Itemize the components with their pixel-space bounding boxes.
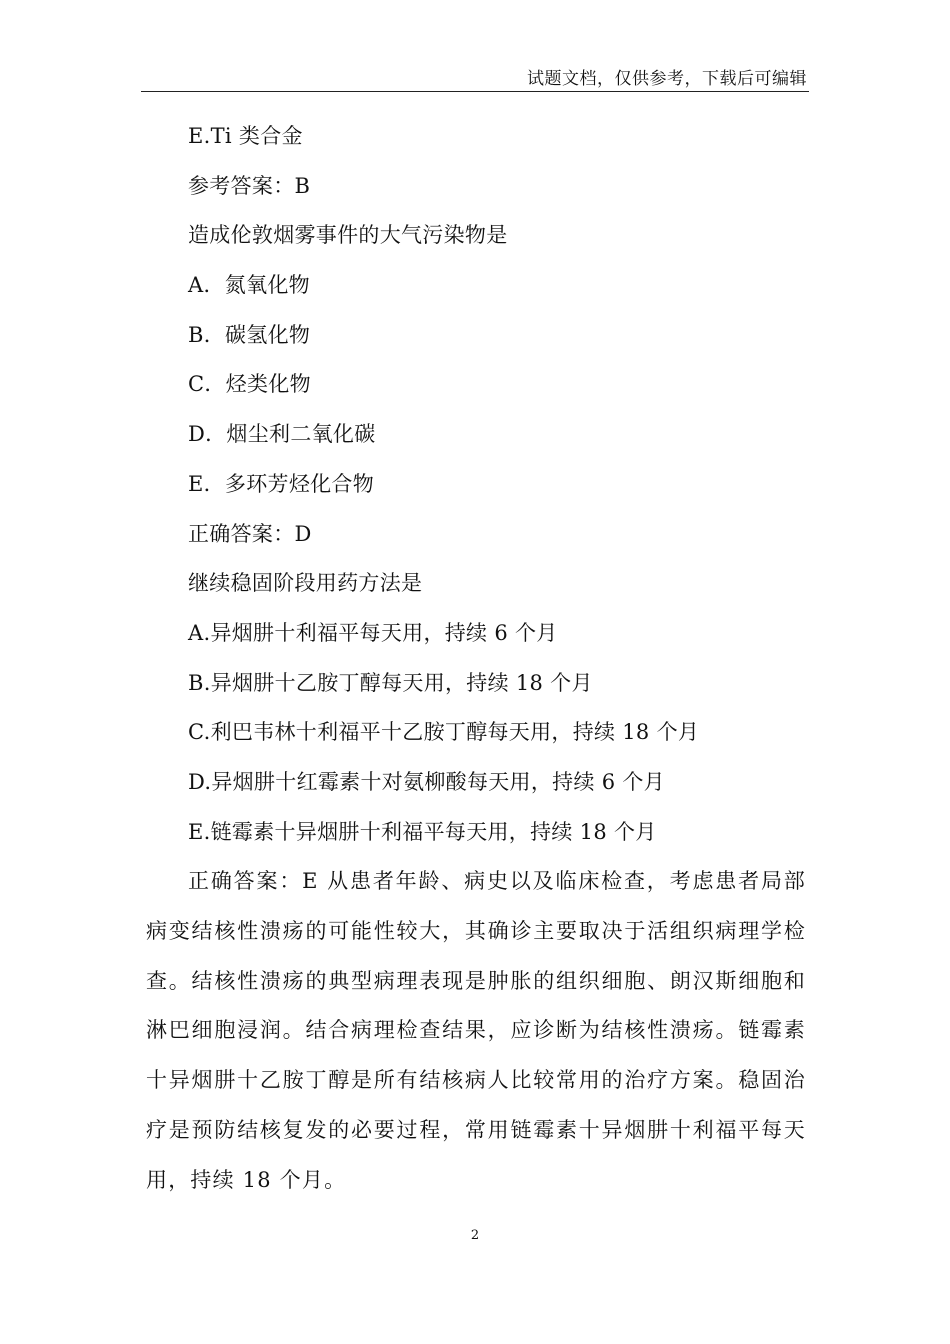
option-line: E.Ti 类合金 xyxy=(188,124,303,148)
answer-line: 参考答案：B xyxy=(188,173,311,198)
option-line: D.异烟肼十红霉素十对氨柳酸每天用，持续 6 个月 xyxy=(188,769,665,794)
document-body xyxy=(146,112,806,1205)
question-line: 造成伦敦烟雾事件的大气污染物是 xyxy=(188,223,508,248)
option-line: B．碳氢化物 xyxy=(188,322,311,347)
option-line: C.利巴韦林十利福平十乙胺丁醇每天用，持续 18 个月 xyxy=(188,720,700,745)
option-line: E.链霉素十异烟肼十利福平每天用，持续 18 个月 xyxy=(188,819,657,844)
option-line: C．烃类化物 xyxy=(188,372,311,397)
page-number: 2 xyxy=(470,1228,480,1243)
question-line: 继续稳固阶段用药方法是 xyxy=(188,571,423,596)
option-line: A.异烟肼十利福平每天用，持续 6 个月 xyxy=(188,620,558,645)
option-line: B.异烟肼十乙胺丁醇每天用，持续 18 个月 xyxy=(188,670,593,695)
answer-line: 正确答案：D xyxy=(188,521,312,546)
header-text: 试题文档，仅供参考，下载后可编辑 xyxy=(527,69,807,89)
option-line: A．氮氧化物 xyxy=(188,273,310,298)
option-line: E．多环芳烃化合物 xyxy=(188,471,375,496)
header-rule xyxy=(141,91,809,92)
option-line: D．烟尘利二氧化碳 xyxy=(188,422,376,447)
explanation-paragraph: 正确答案：E 从患者年龄、病史以及临床检查，考虑患者局部病变结核性溃疡的可能性较大，其确诊主要取决于活组织病理学检查。结核性溃疡的典型病理表现是肿胀的组织细胞、朗汉斯细胞和淋巴细胞浸润。结合病理检查结果，应诊断为结核性溃疡。链霉素十异烟肼十乙胺丁醇是所有结核病人比较常用的治疗方案。稳固治疗是预防结核复发的必要过程，常用链霉素十异烟肼十利福平每天用，持续 18 个月。 xyxy=(146,869,806,1192)
